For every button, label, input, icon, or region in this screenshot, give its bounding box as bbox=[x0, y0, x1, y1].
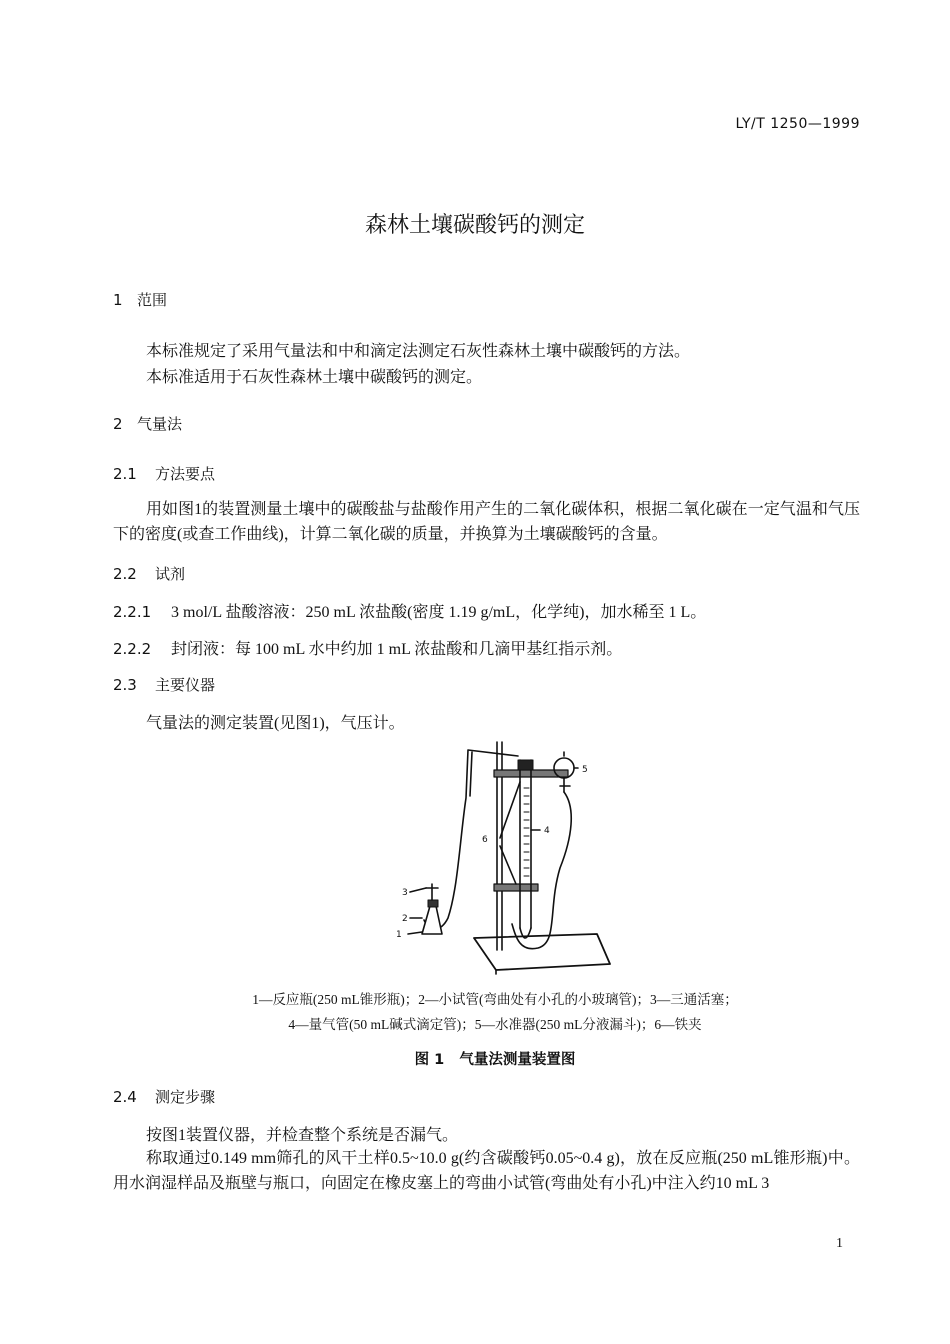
standard-code: LY/T 1250—1999 bbox=[735, 116, 860, 132]
figure-label-4: 4 bbox=[544, 826, 550, 836]
figure-label-2: 2 bbox=[402, 914, 408, 924]
subsection-number: 2.4 bbox=[113, 1088, 137, 1106]
reaction-flask bbox=[422, 906, 442, 934]
page-title: 森林土壤碳酸钙的测定 bbox=[364, 213, 585, 238]
subsection-title: 主要仪器 bbox=[155, 676, 216, 694]
subsection-2-4-paragraph-2: 称取通过0.149 mm筛孔的风干土样0.5~10.0 g(约含碳酸钙0.05~0.4 g)，放在反应瓶(250 mL锥形瓶)中。用水润湿样品及瓶壁与瓶口，向固定在橡皮塞上的弯曲小试管(弯曲处有小孔)中注入约10 mL 3 bbox=[113, 1150, 860, 1192]
rubber-tube bbox=[512, 792, 571, 949]
item-number: 2.2.1 bbox=[113, 603, 152, 621]
item-2-2-1 bbox=[113, 599, 706, 622]
section-1-paragraph-2: 本标准适用于石灰性森林土壤中碳酸钙的测定。 bbox=[146, 369, 483, 386]
stand-base bbox=[474, 934, 610, 970]
pointer-6-upper bbox=[500, 782, 520, 838]
figure-label-6: 6 bbox=[482, 835, 488, 845]
section-1-paragraph-1: 本标准规定了采用气量法和中和滴定法测定石灰性森林土壤中碳酸钙的方法。 bbox=[146, 343, 691, 360]
burette-top bbox=[518, 760, 533, 770]
section-number: 1 bbox=[113, 291, 123, 309]
item-2-2-2 bbox=[113, 636, 622, 659]
subsection-2-4-paragraph-1: 按图1装置仪器，并检查整个系统是否漏气。 bbox=[146, 1127, 459, 1144]
subsection-title: 测定步骤 bbox=[155, 1088, 216, 1106]
subsection-2-3-text: 气量法的测定装置(见图1)，气压计。 bbox=[146, 715, 405, 732]
figure-label-1: 1 bbox=[396, 930, 402, 940]
subsection-2-1-heading bbox=[113, 463, 215, 484]
subsection-2-3-heading bbox=[113, 674, 215, 695]
subsection-2-1-text: 用如图1的装置测量土壤中的碳酸盐与盐酸作用产生的二氧化碳体积，根据二氧化碳在一定气温和气压下的密度(或查工作曲线)，计算二氧化碳的质量，并换算为土壤碳酸钙的含量。 bbox=[113, 501, 860, 543]
subsection-number: 2.3 bbox=[113, 676, 137, 694]
item-text: 3 mol/L 盐酸溶液：250 mL 浓盐酸(密度 1.19 g/mL，化学纯)，加水稀至 1 L。 bbox=[171, 604, 707, 621]
page-number: 1 bbox=[836, 1236, 843, 1251]
figure-legend-line-2: 4—量气管(50 mL碱式滴定管)；5—水准器(250 mL分液漏斗)；6—铁夹 bbox=[288, 1017, 702, 1032]
section-title: 气量法 bbox=[137, 415, 183, 433]
figure-legend-line-1: 1—反应瓶(250 mL锥形瓶)；2—小试管(弯曲处有小孔的小玻璃管)；3—三通活塞； bbox=[252, 992, 738, 1007]
subsection-title: 试剂 bbox=[155, 565, 186, 583]
section-2-heading bbox=[113, 413, 182, 434]
subsection-number: 2.1 bbox=[113, 465, 137, 483]
figure-title bbox=[0, 1048, 950, 1069]
subsection-number: 2.2 bbox=[113, 565, 137, 583]
section-number: 2 bbox=[113, 415, 123, 433]
section-1-heading bbox=[113, 289, 167, 310]
item-text: 封闭液：每 100 mL 水中约加 1 mL 浓盐酸和几滴甲基红指示剂。 bbox=[171, 641, 623, 658]
figure-caption-text: 气量法测量装置图 bbox=[459, 1052, 576, 1068]
section-title: 范围 bbox=[137, 291, 168, 309]
flask-stopper bbox=[428, 900, 438, 907]
subsection-title: 方法要点 bbox=[155, 465, 216, 483]
figure-label-3: 3 bbox=[402, 888, 408, 898]
subsection-2-2-heading bbox=[113, 563, 185, 584]
apparatus-figure bbox=[388, 738, 618, 978]
subsection-2-4-heading bbox=[113, 1086, 215, 1107]
item-number: 2.2.2 bbox=[113, 640, 152, 658]
figure-label-5: 5 bbox=[582, 765, 588, 775]
figure-number: 图 1 bbox=[414, 1052, 445, 1068]
